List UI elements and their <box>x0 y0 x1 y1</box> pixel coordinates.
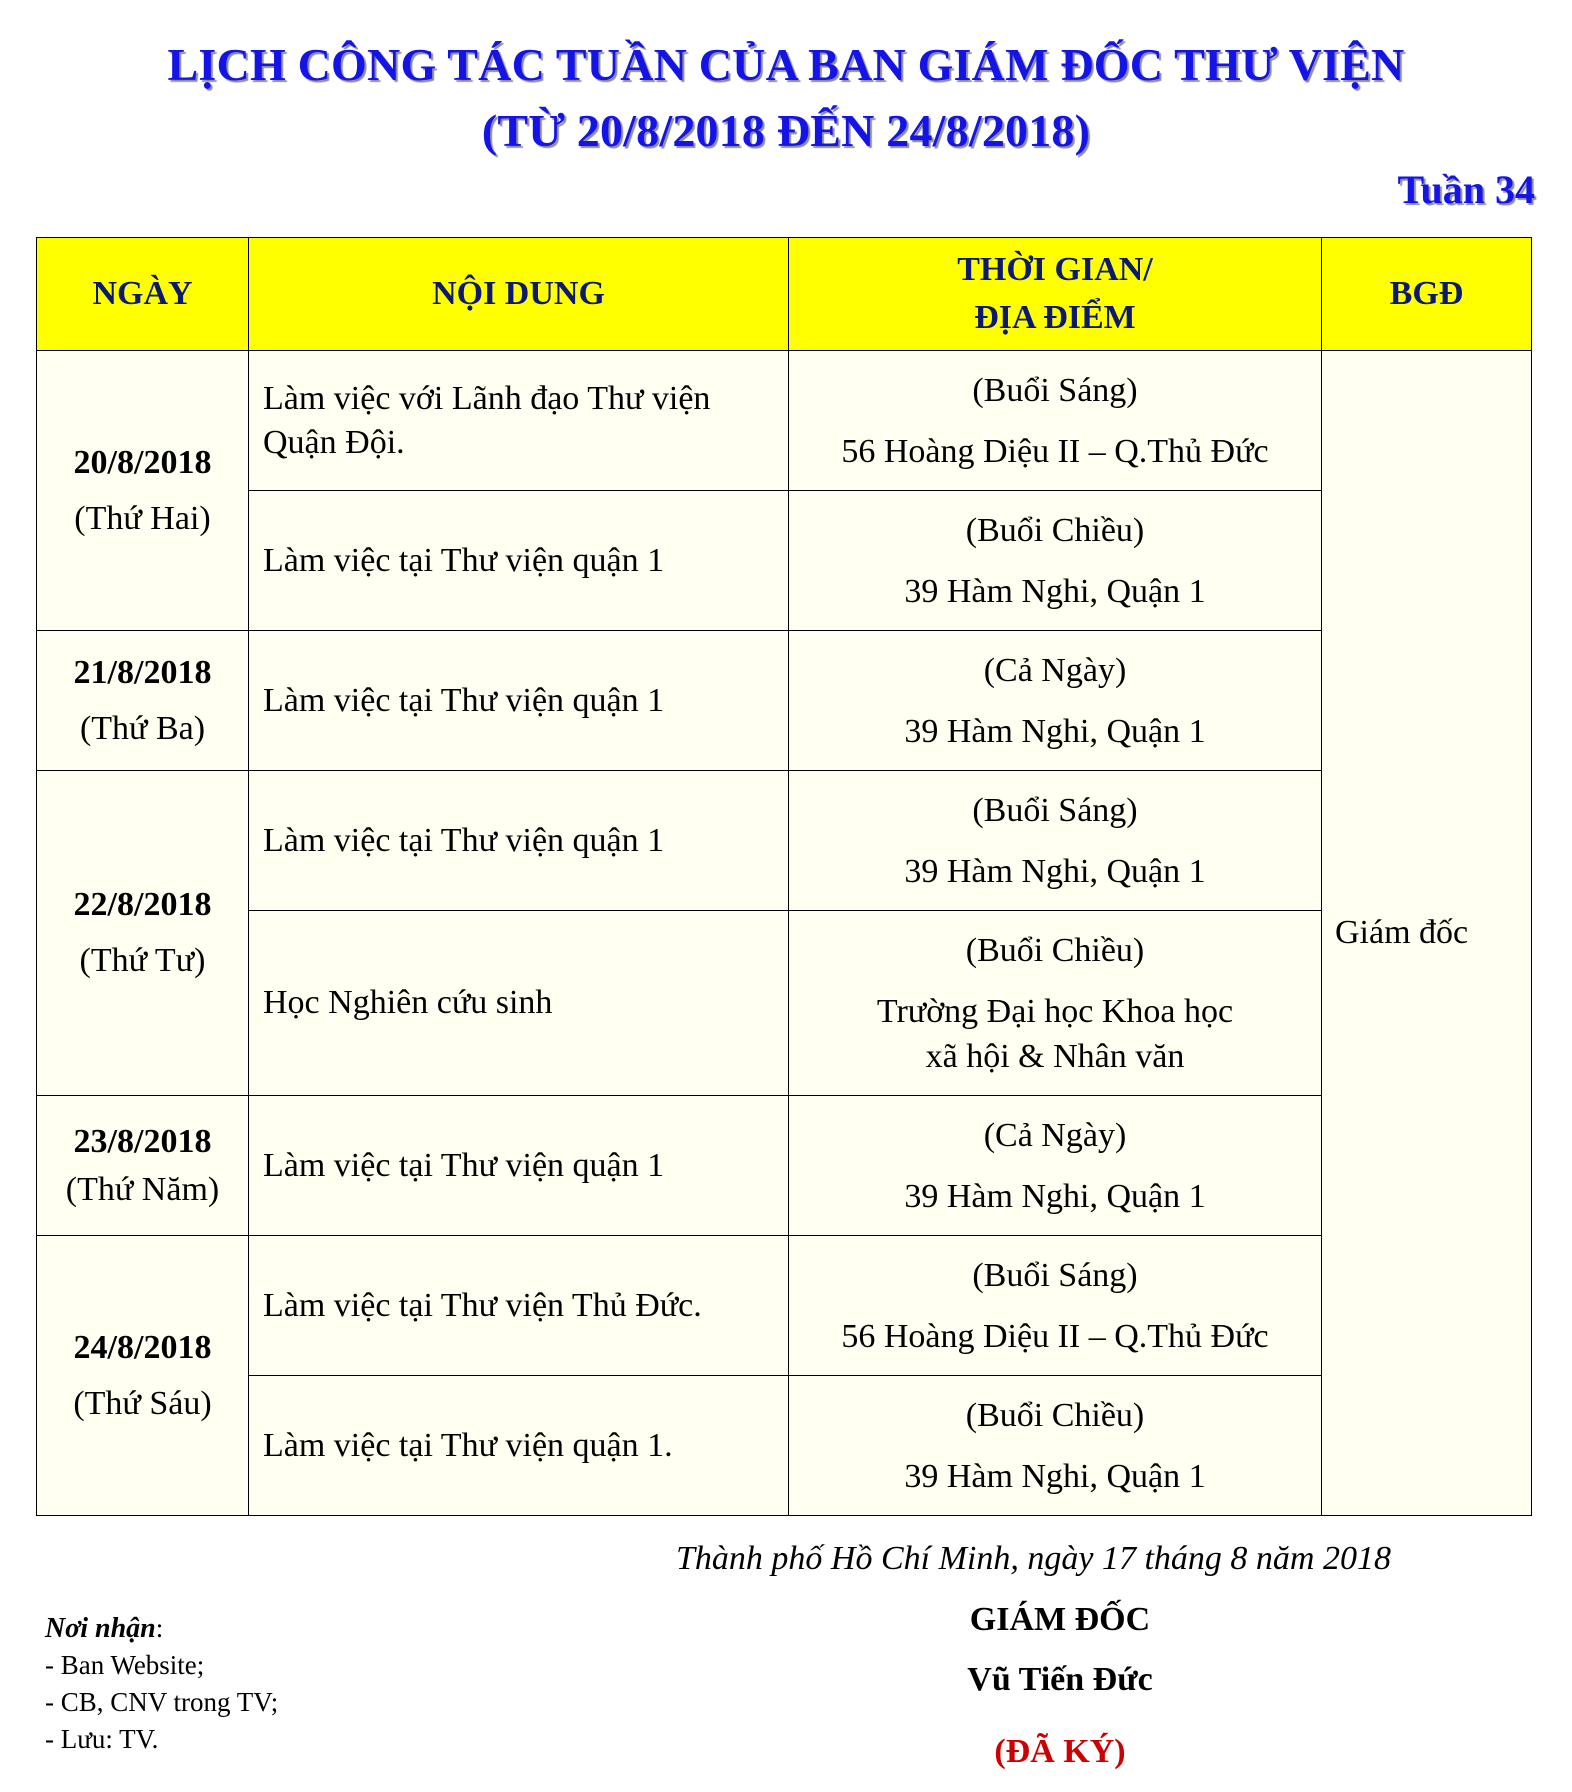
content-cell: Làm việc tại Thư viện quận 1 <box>249 491 789 631</box>
content-cell: Học Nghiên cứu sinh <box>249 911 789 1096</box>
time-place-cell <box>789 351 1322 491</box>
session-label: (Buổi Sáng) <box>972 791 1138 829</box>
column-header-time: THỜI GIAN/ <box>957 251 1153 288</box>
session-label: (Buổi Sáng) <box>972 371 1138 409</box>
session-label: (Cả Ngày) <box>983 651 1127 689</box>
table-row <box>37 911 1532 1096</box>
place-label: 39 Hàm Nghi, Quận 1 <box>904 712 1206 750</box>
recipient-item: - Ban Website; <box>45 1650 205 1680</box>
session-label: (Buổi Chiều) <box>965 1396 1145 1434</box>
time-place-cell <box>789 911 1322 1096</box>
column-header-time-place <box>789 238 1322 351</box>
table-row <box>37 631 1532 771</box>
day-weekday: (Thứ Ba) <box>79 709 206 747</box>
session-label: (Buổi Chiều) <box>965 931 1145 969</box>
place-label: 39 Hàm Nghi, Quận 1 <box>904 572 1206 610</box>
signer-name: Vũ Tiến Đức <box>967 1661 1153 1698</box>
city-date: Thành phố Hồ Chí Minh, ngày 17 tháng 8 năm 2018 <box>676 1540 1391 1577</box>
session-label: (Cả Ngày) <box>983 1116 1127 1154</box>
column-header-date: NGÀY <box>37 238 249 351</box>
content-cell: Làm việc tại Thư viện quận 1 <box>249 1096 789 1236</box>
place-label: 39 Hàm Nghi, Quận 1 <box>904 1177 1206 1215</box>
day-cell <box>37 1096 249 1236</box>
table-row <box>37 771 1532 911</box>
place-label: 56 Hoàng Diệu II – Q.Thủ Đức <box>841 1317 1269 1355</box>
day-date: 21/8/2018 <box>73 653 212 691</box>
column-header-place: ĐỊA ĐIỂM <box>974 299 1136 336</box>
content-cell: Làm việc tại Thư viện quận 1 <box>249 631 789 771</box>
content-cell: Làm việc với Lãnh đạo Thư viện Quận Đội. <box>249 351 789 491</box>
day-date: 22/8/2018 <box>73 886 212 923</box>
day-cell <box>37 631 249 771</box>
day-weekday: (Thứ Năm) <box>65 1170 220 1208</box>
time-place-cell <box>789 771 1322 911</box>
document-title: LỊCH CÔNG TÁC TUẦN CỦA BAN GIÁM ĐỐC THƯ VIỆN <box>167 39 1405 90</box>
column-header-bgd: BGĐ <box>1322 238 1532 351</box>
table-row <box>37 351 1532 491</box>
place-label-line1: Trường Đại học Khoa học <box>876 992 1234 1030</box>
recipients-colon: : <box>155 1613 164 1643</box>
column-header-content: NỘI DUNG <box>249 238 789 351</box>
place-label: 39 Hàm Nghi, Quận 1 <box>904 1457 1206 1495</box>
table-header-row <box>37 238 1532 351</box>
time-place-cell <box>789 491 1322 631</box>
day-cell <box>37 1236 249 1516</box>
signer-title: GIÁM ĐỐC <box>969 1601 1151 1638</box>
schedule-table <box>36 237 1532 1516</box>
time-place-cell <box>789 1236 1322 1376</box>
day-weekday: (Thứ Tư) <box>79 942 206 979</box>
place-label: 56 Hoàng Diệu II – Q.Thủ Đức <box>841 432 1269 470</box>
table-row <box>37 1096 1532 1236</box>
recipients-heading <box>45 1610 278 1647</box>
day-date: 23/8/2018 <box>73 1122 212 1160</box>
day-weekday: (Thứ Hai) <box>74 499 211 537</box>
day-cell <box>37 771 249 1096</box>
time-place-cell <box>789 1376 1322 1516</box>
content-cell: Làm việc tại Thư viện quận 1 <box>249 771 789 911</box>
content-cell: Làm việc tại Thư viện Thủ Đức. <box>249 1236 789 1376</box>
signed-mark: (ĐÃ KÝ) <box>994 1733 1126 1770</box>
recipient-item: - CB, CNV trong TV; <box>45 1687 279 1717</box>
time-place-cell <box>789 631 1322 771</box>
time-place-cell <box>789 1096 1322 1236</box>
day-weekday: (Thứ Sáu) <box>73 1384 212 1422</box>
place-label-line2: xã hội & Nhân văn <box>925 1037 1185 1075</box>
bgd-cell: Giám đốc <box>1322 351 1532 1516</box>
recipients-label: Nơi nhận <box>45 1613 156 1644</box>
session-label: (Buổi Chiều) <box>965 511 1145 549</box>
week-number: Tuần 34 <box>1397 167 1535 212</box>
table-row <box>37 491 1532 631</box>
day-cell <box>37 351 249 631</box>
table-row <box>37 1376 1532 1516</box>
content-cell: Làm việc tại Thư viện quận 1. <box>249 1376 789 1516</box>
recipients-block <box>45 1610 278 1758</box>
table-row <box>37 1236 1532 1376</box>
day-date: 20/8/2018 <box>73 443 212 481</box>
session-label: (Buổi Sáng) <box>972 1256 1138 1294</box>
recipient-item: - Lưu: TV. <box>45 1724 159 1754</box>
document-date-range: (TỪ 20/8/2018 ĐẾN 24/8/2018) <box>481 105 1091 156</box>
day-date: 24/8/2018 <box>73 1328 212 1366</box>
place-label: 39 Hàm Nghi, Quận 1 <box>904 852 1206 890</box>
